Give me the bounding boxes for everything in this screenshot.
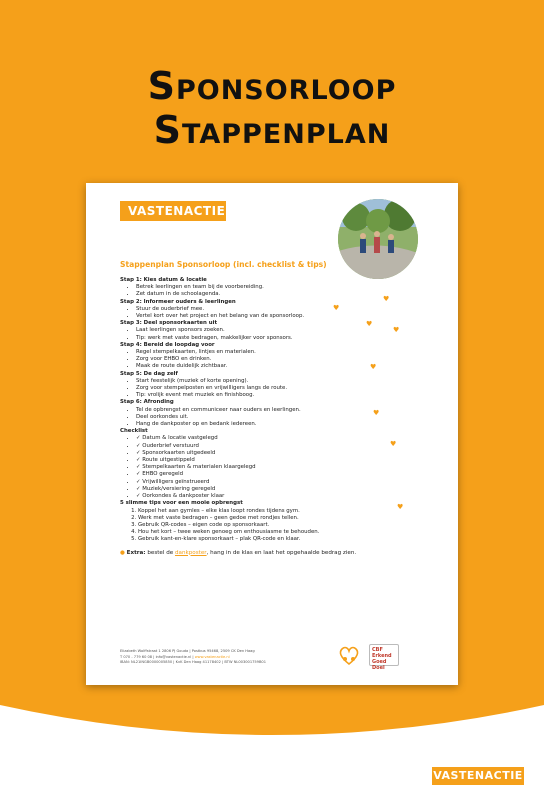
step-title: Stap 3: Deel sponsorkaarten uit: [120, 320, 218, 327]
document-logo: VASTENACTIE: [120, 201, 226, 221]
list-item: 2. Werk met vaste bedragen – geen gedoe met rondjes tellen.: [138, 515, 420, 522]
list-item: • ✓ Datum & locatie vastgelegd: [136, 435, 420, 442]
step-1: [120, 277, 420, 299]
list-item: • ✓ Stempelkaarten & materialen klaargelegd: [136, 464, 420, 471]
extra-text-before: bestel de: [145, 549, 175, 556]
brand-logo-bottom: VASTENACTIE: [432, 767, 524, 785]
list-item: • Regel stempelkaarten, lintjes en materialen.: [136, 349, 420, 356]
document-heading: Stappenplan Sponsorloop (incl. checklist & tips): [120, 260, 327, 269]
list-item: • ✓ Ouderbrief verstuurd: [136, 443, 420, 450]
footer-contact: T 070 - 779 60 08 | info@vastenactie.nl | www.vastenactie.nl: [120, 654, 230, 659]
step-title: Stap 1: Kies datum & locatie: [120, 277, 207, 283]
list-item: • Deel oorkondes uit.: [136, 414, 420, 421]
heart-icon: ♥: [390, 440, 397, 448]
list-item: 4. Hou het kort – twee weken genoeg om enthousiasme te behouden.: [138, 529, 420, 536]
step-3: [120, 320, 420, 342]
list-item: • ✓ Oorkondes & dankposter klaar: [136, 493, 420, 500]
tips-list: [120, 508, 420, 544]
list-item: • Vertel kort over het project en het belang van de sponsorloop.: [136, 313, 420, 320]
list-item: 1. Koppel het aan gymles – elke klas loopt rondes tijdens gym.: [138, 508, 420, 515]
cbf-badge: CBF Erkend Goed Doel: [369, 644, 399, 666]
list-item: • ✓ EHBO geregeld: [136, 471, 420, 478]
footer-bank: IBAN: NL21INGB0000005850 | KvK Den Haag 41178402 | BTW NL003001759B01: [120, 660, 267, 665]
list-item: • ✓ Vrijwilligers geïnstrueerd: [136, 479, 420, 486]
list-item: • Zorg voor EHBO en drinken.: [136, 356, 420, 363]
step-title: Stap 2: Informeer ouders & leerlingen: [120, 298, 236, 305]
dankposter-link[interactable]: dankposter: [174, 549, 207, 556]
heart-icon: ♥: [373, 409, 380, 417]
step-title: Stap 4: Bereid de loopdag voor: [120, 341, 215, 348]
step-title: Stap 5: De dag zelf: [120, 370, 178, 377]
checklist-list: [120, 435, 420, 500]
list-item: • Tel de opbrengst en communiceer naar ouders en leerlingen.: [136, 407, 420, 414]
extra-label: Extra:: [126, 549, 146, 556]
lightbulb-icon: ●: [120, 549, 125, 556]
footer-address: Elizabeth Wolffstraat 1 2806 PJ Gouda | Postbus 95468, 2509 CK Den Haag: [120, 649, 255, 653]
step-2: [120, 299, 420, 321]
extra-text-after: , hang in de klas en laat het opgehaalde bedrag zien.: [206, 549, 357, 556]
step-list: [120, 327, 420, 341]
tips: [120, 500, 420, 543]
list-item: • Zet datum in de schoolagenda.: [136, 291, 420, 298]
list-item: 3. Gebruik QR-codes – eigen code op sponsorkaart.: [138, 522, 420, 529]
list-item: • Stuur de ouderbrief mee.: [136, 306, 420, 313]
heart-icon: ♥: [366, 320, 373, 328]
photo-image: [338, 199, 418, 279]
list-item: • Betrek leerlingen en team bij de voorbereiding.: [136, 284, 420, 291]
checklist: [120, 428, 420, 500]
list-item: • ✓ Sponsorkaarten uitgedeeld: [136, 450, 420, 457]
list-item: • Tip: werk met vaste bedragen, makkelijker voor sponsors.: [136, 335, 420, 342]
heart-icon: ♥: [393, 326, 400, 334]
step-list: [120, 284, 420, 298]
extra-note: [120, 550, 420, 557]
document-photo: [338, 199, 418, 279]
list-item: 5. Gebruik kant-en-klare sponsorkaart – plak QR-code en klaar.: [138, 536, 420, 543]
step-list: [120, 378, 420, 400]
heart-icon: ♥: [397, 503, 404, 511]
step-5: [120, 371, 420, 400]
list-item: • Start feestelijk (muziek of korte opening).: [136, 378, 420, 385]
heart-icon: ♥: [383, 295, 390, 303]
list-item: • Tip: vrolijk event met muziek en finishboog.: [136, 392, 420, 399]
heart-icon: ♥: [370, 363, 377, 371]
checklist-title: Checklist: [120, 428, 148, 435]
list-item: • ✓ Route uitgestippeld: [136, 457, 420, 464]
document-footer: [120, 649, 330, 666]
document-preview: [86, 183, 458, 685]
page-title-line-2: Stappenplan: [153, 108, 391, 152]
list-item: • Zorg voor stempelposten en vrijwilligers langs de route.: [136, 385, 420, 392]
heart-icon: ♥: [333, 304, 340, 312]
heart-logo-icon: [336, 642, 362, 668]
step-title: Stap 6: Afronding: [120, 399, 174, 406]
list-item: • ✓ Muziek/versiering geregeld: [136, 486, 420, 493]
footer-website[interactable]: www.vastenactie.nl: [194, 654, 230, 659]
list-item: • Maak de route duidelijk zichtbaar.: [136, 363, 420, 370]
tips-title: 5 slimme tips voor een mooie opbrengst: [120, 500, 243, 507]
step-list: [120, 306, 420, 320]
list-item: • Hang de dankposter op en bedank iedereen.: [136, 421, 420, 428]
page-title-line-1: Sponsorloop: [147, 64, 397, 108]
list-item: • Laat leerlingen sponsors zoeken.: [136, 327, 420, 334]
